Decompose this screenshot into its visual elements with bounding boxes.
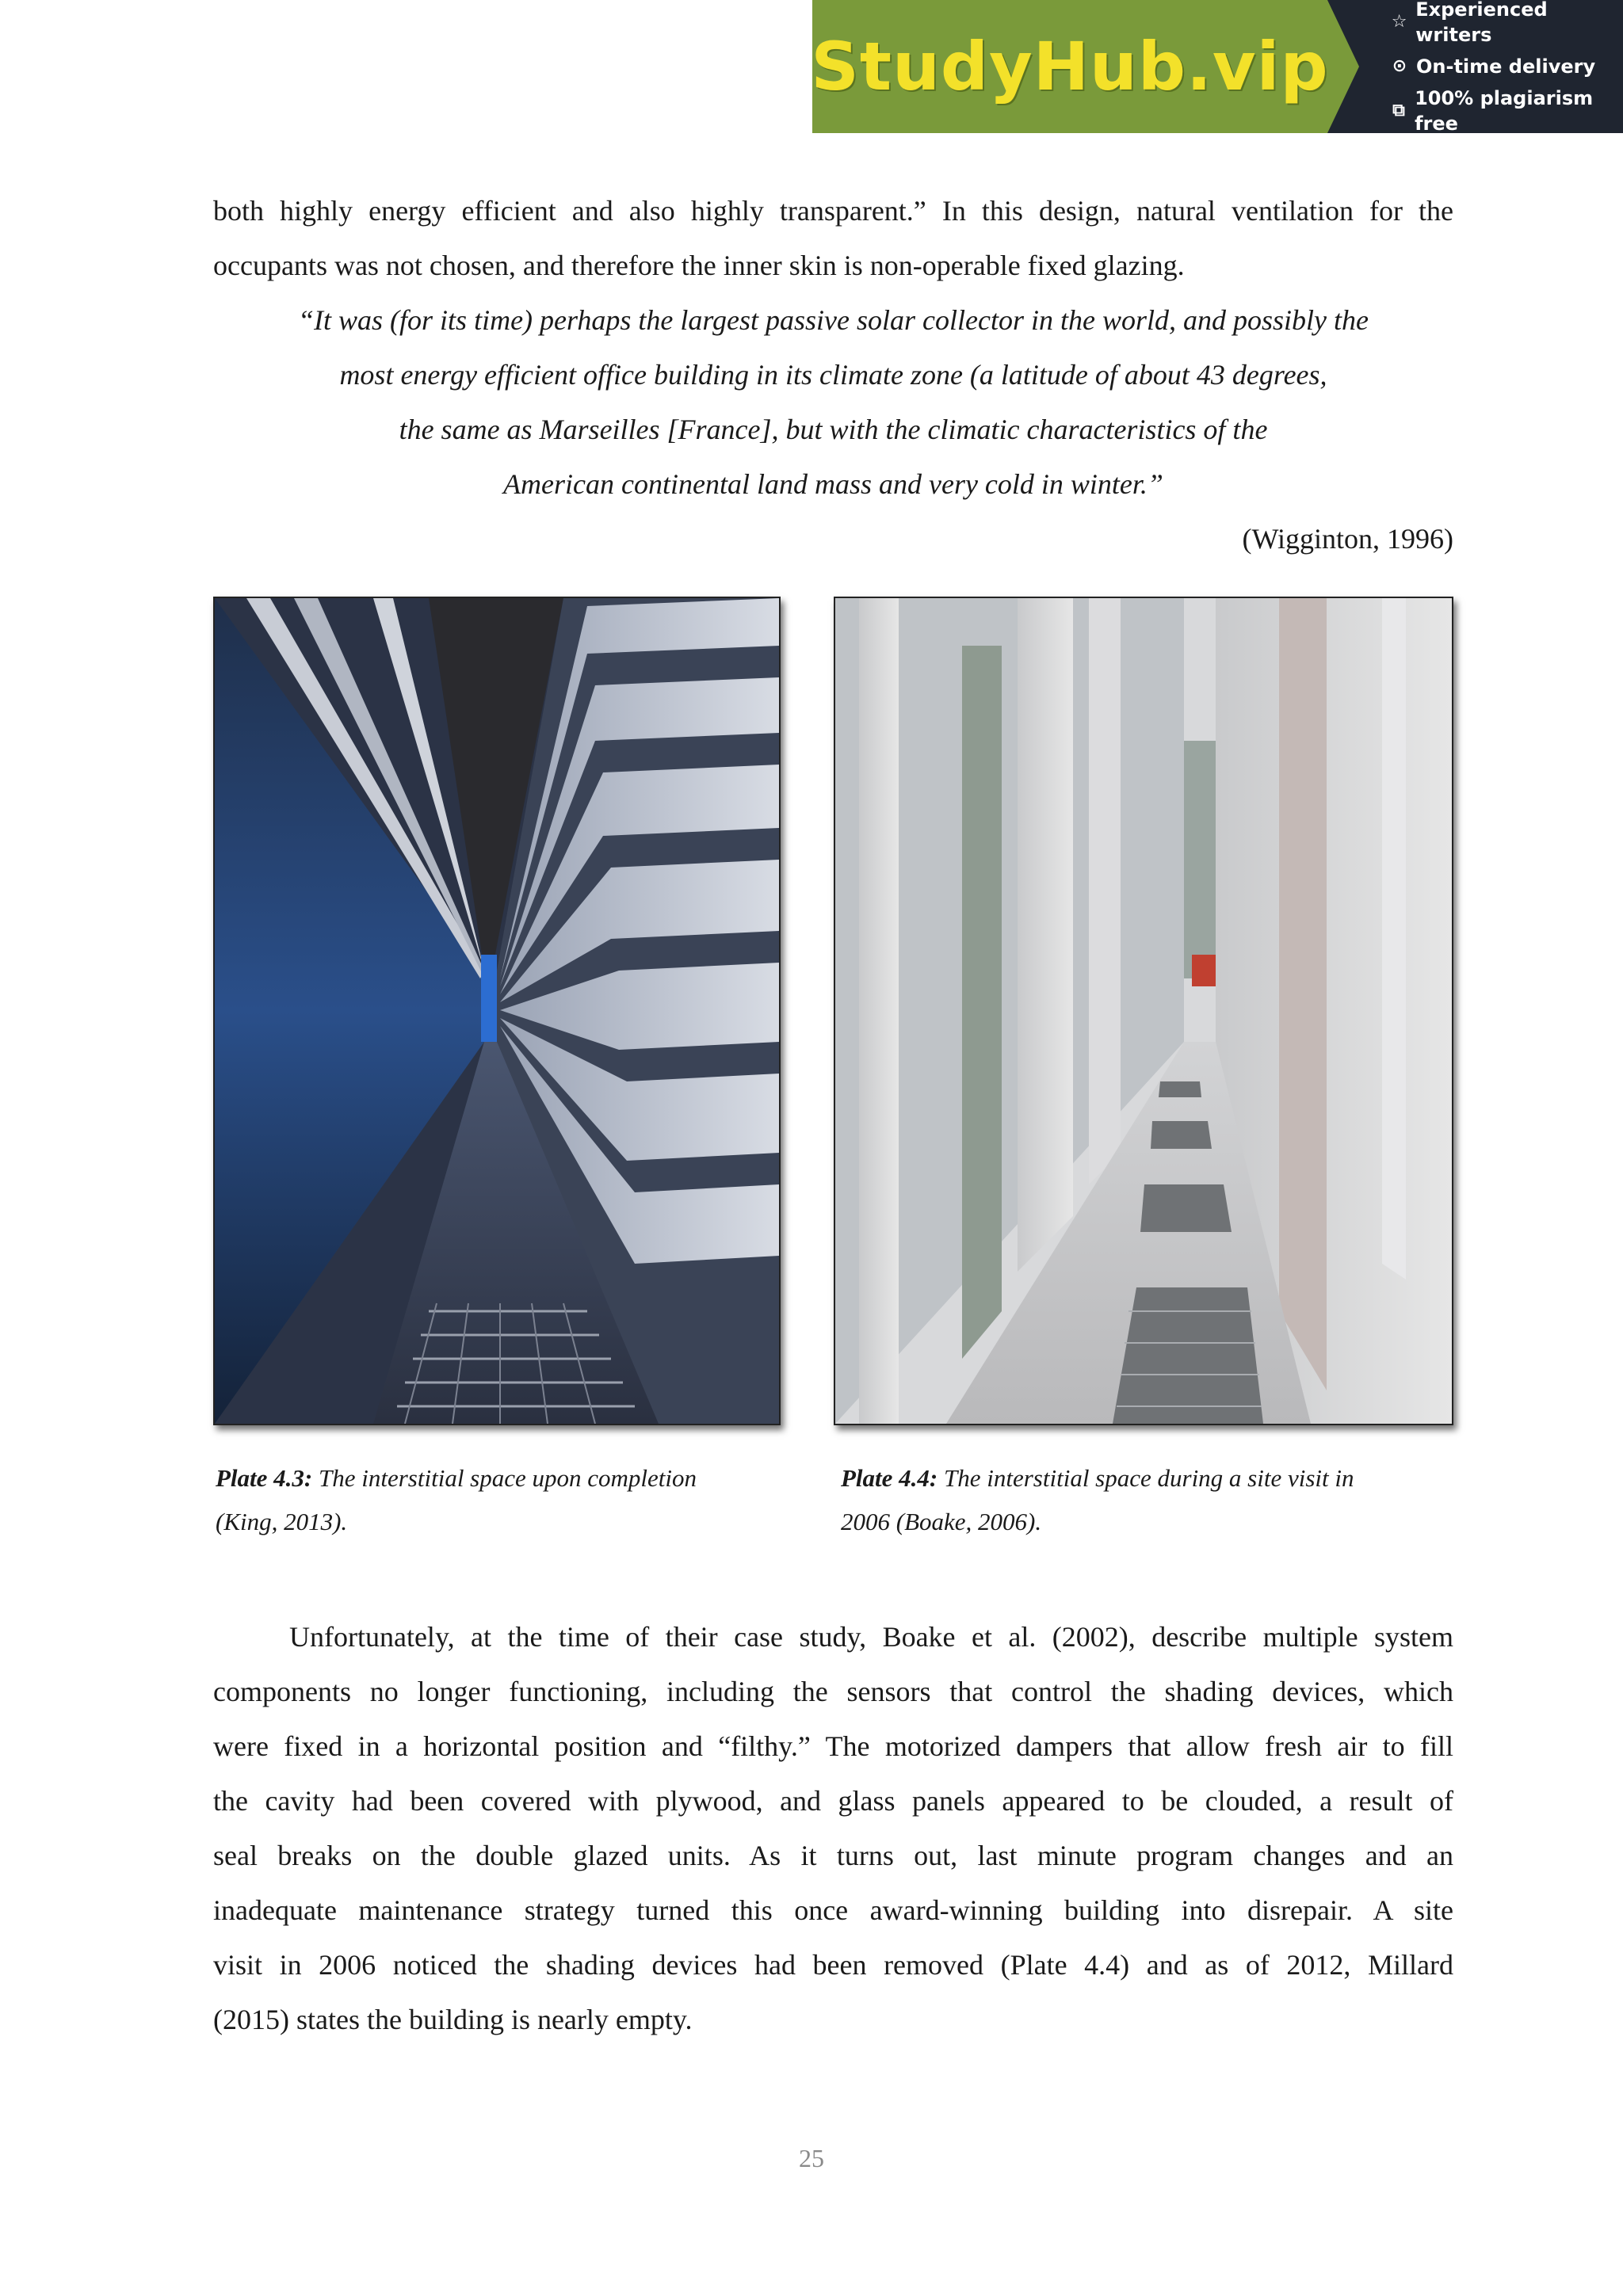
- caption-text: (King, 2013).: [216, 1508, 348, 1535]
- clock-icon: ⊙: [1392, 56, 1407, 76]
- page-number: 25: [799, 2144, 824, 2172]
- caption-text: The interstitial space upon completion: [312, 1464, 697, 1492]
- plate-label: Plate 4.4:: [841, 1464, 938, 1492]
- copy-icon: ⧉: [1392, 101, 1405, 120]
- paragraph-line: Unfortunately, at the time of their case study, Boake et al. (2002), describe multiple system: [289, 1621, 1453, 1653]
- studyhub-banner[interactable]: [812, 0, 1623, 133]
- quote-line: “It was (for its time) perhaps the largest passive solar collector in the world, and possibly the: [298, 304, 1369, 336]
- paragraph-line: inadequate maintenance strategy turned this once award-winning building into disrepair. A site: [213, 1894, 1453, 1926]
- star-icon: ☆: [1391, 12, 1407, 32]
- feature-experienced-writers: [1391, 0, 1623, 48]
- plate-4-4-photo: [834, 597, 1453, 1425]
- paragraph-line: components no longer functioning, including the sensors that control the shading devices, which: [213, 1676, 1453, 1707]
- feature-on-time-delivery: [1391, 54, 1623, 79]
- feature-label: On-time delivery: [1416, 55, 1596, 78]
- paragraph-line: the cavity had been covered with plywood, and glass panels appeared to be clouded, a result of: [213, 1785, 1453, 1817]
- paragraph-line: (2015) states the building is nearly empty.: [213, 2004, 693, 2035]
- caption-text: The interstitial space during a site visit in: [938, 1464, 1354, 1492]
- quote-attribution: (Wigginton, 1996): [1242, 523, 1453, 555]
- quote-line: American continental land mass and very cold in winter.”: [503, 468, 1163, 500]
- paragraph-top: [213, 184, 1453, 293]
- paragraph-line: were fixed in a horizontal position and “filthy.” The motorized dampers that allow fresh air to fill: [213, 1730, 1453, 1762]
- plate-4-4-caption: [841, 1456, 1459, 1543]
- studyhub-logo[interactable]: [812, 0, 1327, 133]
- feature-label: Experienced writers: [1415, 0, 1548, 46]
- block-quote: [213, 293, 1453, 512]
- feature-plagiarism-free: [1391, 86, 1623, 136]
- feature-label: 100% plagiarism free: [1415, 87, 1594, 135]
- paragraph-line: seal breaks on the double glazed units. As it turns out, last minute program changes and an: [213, 1840, 1453, 1871]
- plate-4-3-photo: [213, 597, 781, 1425]
- plate-label: Plate 4.3:: [216, 1464, 313, 1492]
- quote-line: the same as Marseilles [France], but with the climatic characteristics of the: [399, 414, 1268, 445]
- paragraph-line: both highly energy efficient and also highly transparent.” In this design, natural ventilation for the: [213, 195, 1453, 227]
- banner-features: [1327, 0, 1623, 133]
- quote-line: most energy efficient office building in its climate zone (a latitude of about 43 degrees,: [339, 359, 1327, 391]
- plate-4-3-caption: [216, 1456, 778, 1543]
- paragraph-line: occupants was not chosen, and therefore the inner skin is non-operable fixed glazing.: [213, 250, 1185, 281]
- caption-text: 2006 (Boake, 2006).: [841, 1508, 1042, 1535]
- paragraph-bottom: [213, 1610, 1453, 2047]
- logo-text: StudyHub.vip: [811, 28, 1329, 105]
- paragraph-line: visit in 2006 noticed the shading devices had been removed (Plate 4.4) and as of 2012, Millard: [213, 1949, 1453, 1981]
